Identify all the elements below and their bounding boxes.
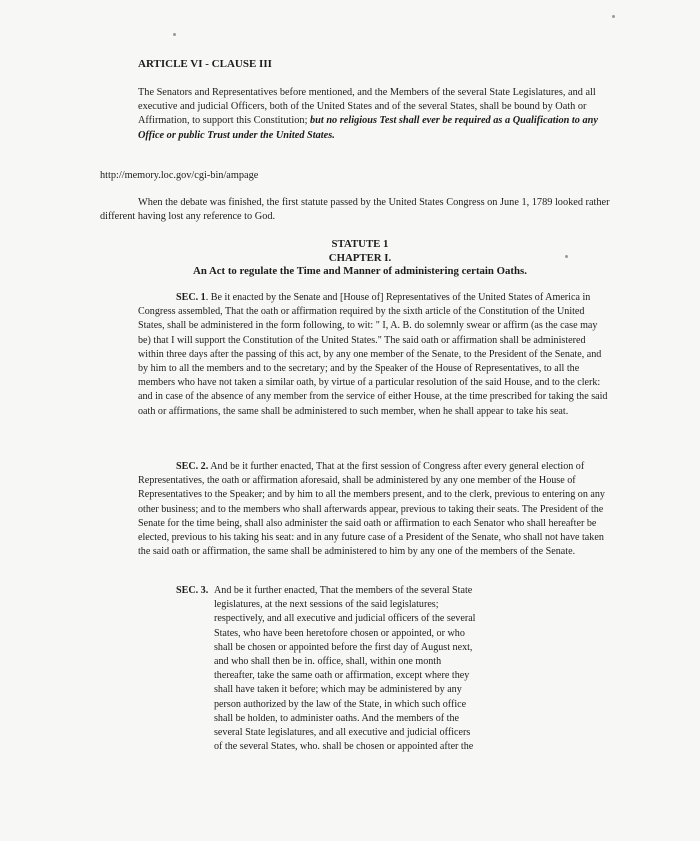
scan-speck [565,255,568,258]
statute-title: STATUTE 1 [331,238,389,250]
section-2-text: And be it further enacted, That at the first session of Congress after every general election of Representatives, the oath or affirmation aforesaid, shall be administered by any one member of the House of Representatives to the Speaker; and by him to all the members present, and to the clerk, previous to entering on any other business; and to the members who shall afterwards appear, previous to taking their seats. The President of the Senate for the time being, shall also administer the said oath or affirmation to each Senator who shall hereafter be elected, previous to his taking his seat: and in any future case of a President of the Senate, who shall not have taken the said oath or affirmation, the same shall be administered to him by any one of the members of the Senate. [138,461,605,558]
section-1-text: . Be it enacted by the Senate and [House of] Representatives of the United States of America in Congress assembled, That the oath or affirmation required by the sixth article of the Constitution of the United States, shall be administered in the form following, to wit: " I, A. B. do solemnly swear or affirm (as the case may be) that I will support the Constitution of the United States." The said oath or affirmation shall be administered within three days after the passing of this act, by any one member of the Senate, to the President of the Senate, and by him to all the members and to the secretary; and by the Speaker of the House of Representatives, to all the members who have not taken a similar oath, by virtue of a particular resolution of the said House, and to the clerk: and in case of the absence of any member from the service of either House, at the time prescribed for taking the said oath or affirmations, the same shall be administered to such member, when he shall appear to take his seat. [138,292,608,417]
section-2 [138,460,608,559]
clause-emphasis-text: but no religious Test shall ever be required as a Qualification to any Office or public Trust under the United States. [138,115,598,141]
scan-speck [612,15,615,18]
article-clause-text [138,86,598,143]
section-1 [138,291,608,419]
section-3-text: And be it further enacted, That the members of the several State legislatures, at the next sessions of the said legislatures; respectively, and all executive and judicial officers of the several States, who have been heretofore chosen or appointed, or who shall be chosen or appointed before the first day of August next, and who shall then be in. office, shall, within one month thereafter, take the same oath or affirmation, except where they shall have taken it before; which may be administered by any person authorized by the law of the State, in which such office shall be holden, to administer oaths. And the members of the several State legislatures, and all executive and judicial officers of the several States, who. shall be chosen or appointed after the [214,585,476,753]
section-3 [176,584,476,754]
intro-paragraph: When the debate was finished, the first statute passed by the United States Congress on June 1, 1789 looked rather different having lost any reference to God. [100,197,610,223]
section-3-label: SEC. 3. [176,585,209,596]
statute-heading [100,238,620,279]
act-title: An Act to regulate the Time and Manner of administering certain Oaths. [193,265,527,277]
article-heading: ARTICLE VI - CLAUSE III [138,58,272,70]
section-1-label: SEC. 1 [176,292,206,303]
chapter-title: CHAPTER I. [328,251,392,264]
source-url: http://memory.loc.gov/cgi-bin/ampage [100,170,259,181]
section-2-label: SEC. 2. [176,461,209,472]
clause-plain-text: The Senators and Representatives before mentioned, and the Members of the several State Legislatures, and all executive and judicial Officers, both of the United States and of the several States, shall be bound by Oath or Affirmation, to support this Constitution; [138,87,596,127]
scan-speck [173,33,176,36]
